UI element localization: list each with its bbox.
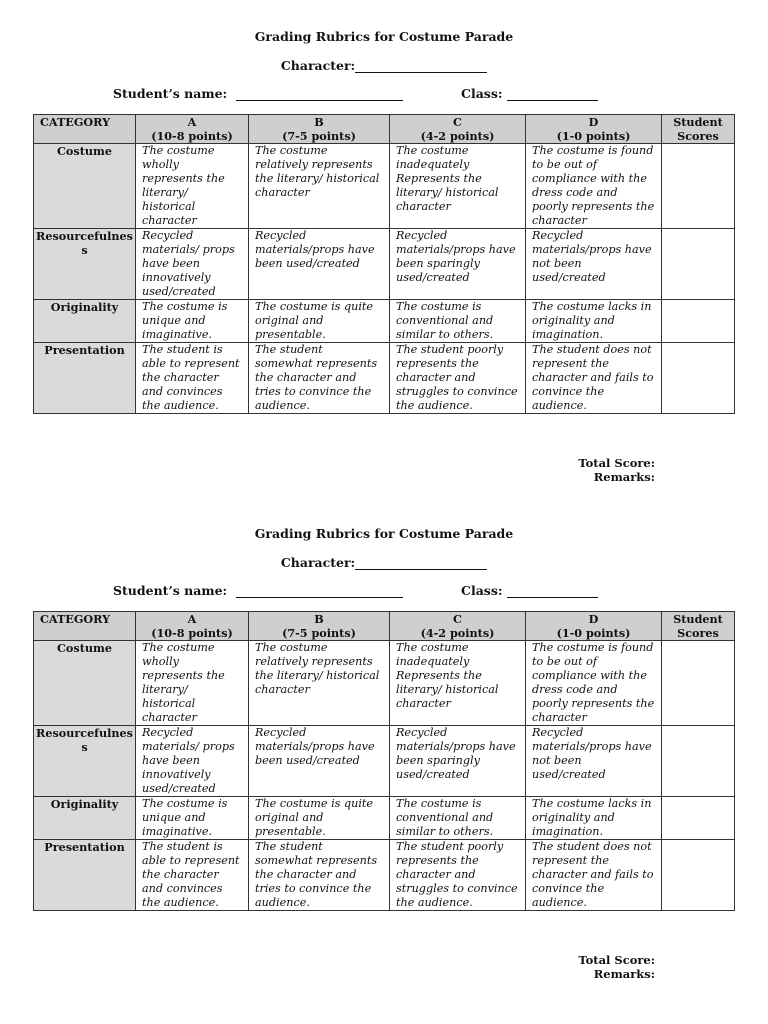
class-blank: [507, 88, 598, 101]
grade-a-cell: The costume wholly represents the literary/ historical character: [136, 144, 249, 229]
grade-b-cell: The costume is quite original and presentable.: [249, 300, 390, 343]
grade-a-header: A (10-8 points): [136, 115, 249, 144]
class-label: Class:: [461, 583, 503, 598]
grade-c-cell: The student poorly represents the character and struggles to convince the audience.: [390, 840, 526, 911]
table-row: [34, 840, 735, 911]
student-score-cell[interactable]: [662, 343, 735, 414]
class-blank: [507, 585, 598, 598]
grade-c-cell: The student poorly represents the character and struggles to convince the audience.: [390, 343, 526, 414]
student-name-field: [113, 583, 403, 598]
grade-a-cell: The student is able to represent the character and convinces the audience.: [136, 840, 249, 911]
category-cell: Resourcefulness: [34, 229, 136, 300]
character-field: [0, 555, 768, 570]
table-row: [34, 641, 735, 726]
grade-c-cell: The costume is conventional and similar to others.: [390, 300, 526, 343]
class-label: Class:: [461, 86, 503, 101]
grade-a-cell: The student is able to represent the character and convinces the audience.: [136, 343, 249, 414]
student-name-field: [113, 86, 403, 101]
grade-b-cell: The costume relatively represents the literary/ historical character: [249, 144, 390, 229]
category-header: CATEGORY: [34, 612, 136, 641]
student-name-blank: [236, 88, 403, 101]
grade-c-cell: The costume is conventional and similar to others.: [390, 797, 526, 840]
category-header: CATEGORY: [34, 115, 136, 144]
grade-d-cell: The costume is found to be out of compliance with the dress code and poorly represents the character: [526, 144, 662, 229]
grade-b-cell: Recycled materials/props have been used/created: [249, 229, 390, 300]
grade-b-cell: The student somewhat represents the character and tries to convince the audience.: [249, 343, 390, 414]
total-score-label: Total Score:: [578, 953, 655, 967]
rubric-title: Grading Rubrics for Costume Parade: [254, 526, 514, 541]
grade-c-cell: Recycled materials/props have been sparingly used/created: [390, 726, 526, 797]
grade-d-cell: Recycled materials/props have not been used/created: [526, 229, 662, 300]
student-score-cell[interactable]: [662, 726, 735, 797]
rubric-title: Grading Rubrics for Costume Parade: [254, 29, 514, 44]
grade-a-cell: The costume is unique and imaginative.: [136, 300, 249, 343]
total-block: [578, 456, 655, 484]
grade-d-header: D (1-0 points): [526, 115, 662, 144]
grade-a-cell: Recycled materials/ props have been innovatively used/created: [136, 229, 249, 300]
total-score-label: Total Score:: [578, 456, 655, 470]
student-name-label: Student’s name:: [113, 583, 228, 598]
rubric-table: [33, 114, 735, 414]
rubric-table: [33, 611, 735, 911]
character-blank: [355, 557, 487, 570]
grade-b-cell: Recycled materials/props have been used/created: [249, 726, 390, 797]
header-row: [34, 115, 735, 144]
category-cell: Originality: [34, 797, 136, 840]
grade-b-header: B (7-5 points): [249, 612, 390, 641]
total-block: [578, 953, 655, 981]
remarks-label: Remarks:: [593, 967, 655, 981]
grade-d-header: D (1-0 points): [526, 612, 662, 641]
character-blank: [355, 60, 487, 73]
remarks-label: Remarks:: [593, 470, 655, 484]
table-row: [34, 229, 735, 300]
header-row: [34, 612, 735, 641]
grade-b-header: B (7-5 points): [249, 115, 390, 144]
grade-a-header: A (10-8 points): [136, 612, 249, 641]
category-cell: Costume: [34, 144, 136, 229]
student-score-cell[interactable]: [662, 144, 735, 229]
student-name-label: Student’s name:: [113, 86, 228, 101]
grade-d-cell: The costume is found to be out of compliance with the dress code and poorly represents the character: [526, 641, 662, 726]
class-field: [461, 583, 598, 598]
grade-c-header: C (4-2 points): [390, 612, 526, 641]
grade-b-cell: The costume relatively represents the literary/ historical character: [249, 641, 390, 726]
student-score-cell[interactable]: [662, 840, 735, 911]
grade-c-cell: The costume inadequately Represents the literary/ historical character: [390, 144, 526, 229]
student-scores-header: Student Scores: [662, 115, 735, 144]
student-score-cell[interactable]: [662, 641, 735, 726]
table-row: [34, 300, 735, 343]
character-field: [0, 58, 768, 73]
student-name-blank: [236, 585, 403, 598]
table-row: [34, 144, 735, 229]
grade-a-cell: Recycled materials/ props have been innovatively used/created: [136, 726, 249, 797]
grade-d-cell: The costume lacks in originality and imagination.: [526, 797, 662, 840]
grade-d-cell: The costume lacks in originality and imagination.: [526, 300, 662, 343]
student-score-cell[interactable]: [662, 797, 735, 840]
grade-c-cell: The costume inadequately Represents the literary/ historical character: [390, 641, 526, 726]
table-row: [34, 343, 735, 414]
grade-c-header: C (4-2 points): [390, 115, 526, 144]
student-scores-header: Student Scores: [662, 612, 735, 641]
grade-b-cell: The student somewhat represents the character and tries to convince the audience.: [249, 840, 390, 911]
table-row: [34, 726, 735, 797]
category-cell: Resourcefulness: [34, 726, 136, 797]
grade-a-cell: The costume is unique and imaginative.: [136, 797, 249, 840]
grade-d-cell: The student does not represent the character and fails to convince the audience.: [526, 840, 662, 911]
class-field: [461, 86, 598, 101]
category-cell: Presentation: [34, 343, 136, 414]
grade-d-cell: The student does not represent the character and fails to convince the audience.: [526, 343, 662, 414]
grade-d-cell: Recycled materials/props have not been used/created: [526, 726, 662, 797]
grade-a-cell: The costume wholly represents the literary/ historical character: [136, 641, 249, 726]
character-label: Character:: [280, 555, 356, 570]
category-cell: Costume: [34, 641, 136, 726]
grade-b-cell: The costume is quite original and presentable.: [249, 797, 390, 840]
category-cell: Originality: [34, 300, 136, 343]
character-label: Character:: [280, 58, 356, 73]
grade-c-cell: Recycled materials/props have been sparingly used/created: [390, 229, 526, 300]
student-score-cell[interactable]: [662, 300, 735, 343]
category-cell: Presentation: [34, 840, 136, 911]
student-score-cell[interactable]: [662, 229, 735, 300]
table-row: [34, 797, 735, 840]
